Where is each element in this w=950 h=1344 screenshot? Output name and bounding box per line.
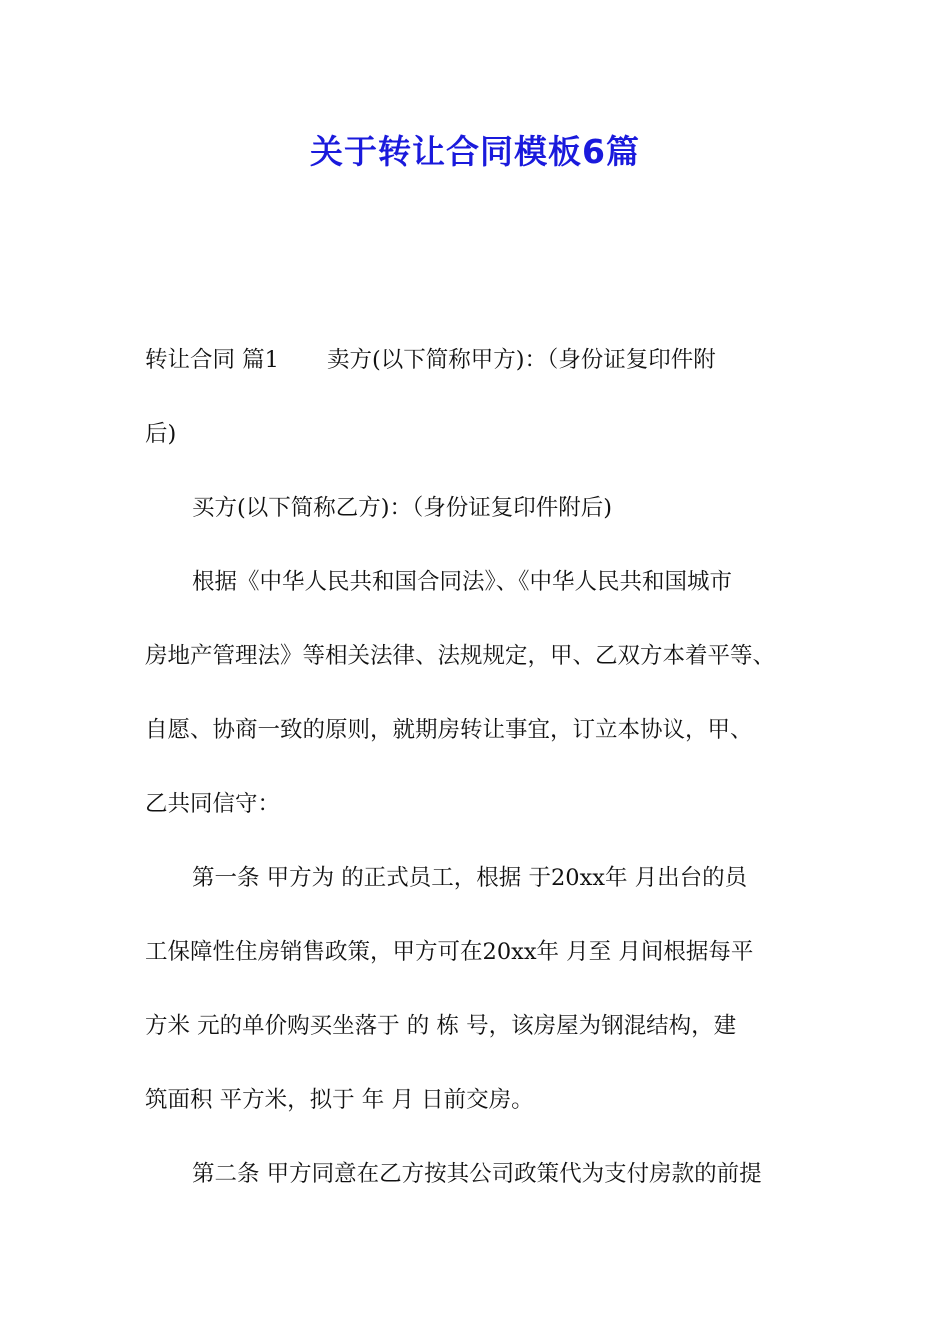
- paragraph-line: [145, 338, 815, 412]
- document-body: [145, 338, 815, 1226]
- paragraph-line: 工保障性住房销售政策，甲方可在20xx年 月至 月间根据每平: [145, 939, 754, 965]
- paragraph-line: 方米 元的单价购买坐落于 的 栋 号，该房屋为钢混结构，建: [145, 1013, 737, 1039]
- section-heading: 转让合同 篇1: [145, 347, 279, 373]
- paragraph-line: 房地产管理法》等相关法律、法规规定，甲、乙双方本着平等、: [145, 643, 776, 669]
- paragraph-line: 后): [145, 421, 177, 447]
- paragraph-line: 筑面积 平方米，拟于 年 月 日前交房。: [145, 1087, 534, 1113]
- paragraph-line: 乙共同信守：: [145, 791, 281, 817]
- paragraph-line: 根据《中华人民共和国合同法》、《中华人民共和国城市: [192, 569, 733, 595]
- paragraph-line: 第一条 甲方为 的正式员工，根据 于20xx年 月出台的员: [192, 865, 748, 891]
- paragraph-line: 第二条 甲方同意在乙方按其公司政策代为支付房款的前提: [192, 1161, 762, 1187]
- document-title: 关于转让合同模板6篇: [310, 132, 640, 171]
- paragraph-line: 自愿、协商一致的原则，就期房转让事宜，订立本协议，甲、: [145, 717, 753, 743]
- paragraph-line: 买方(以下简称乙方)：（身份证复印件附后): [192, 495, 613, 521]
- line-text: 卖方(以下简称甲方)：（身份证复印件附: [326, 347, 716, 373]
